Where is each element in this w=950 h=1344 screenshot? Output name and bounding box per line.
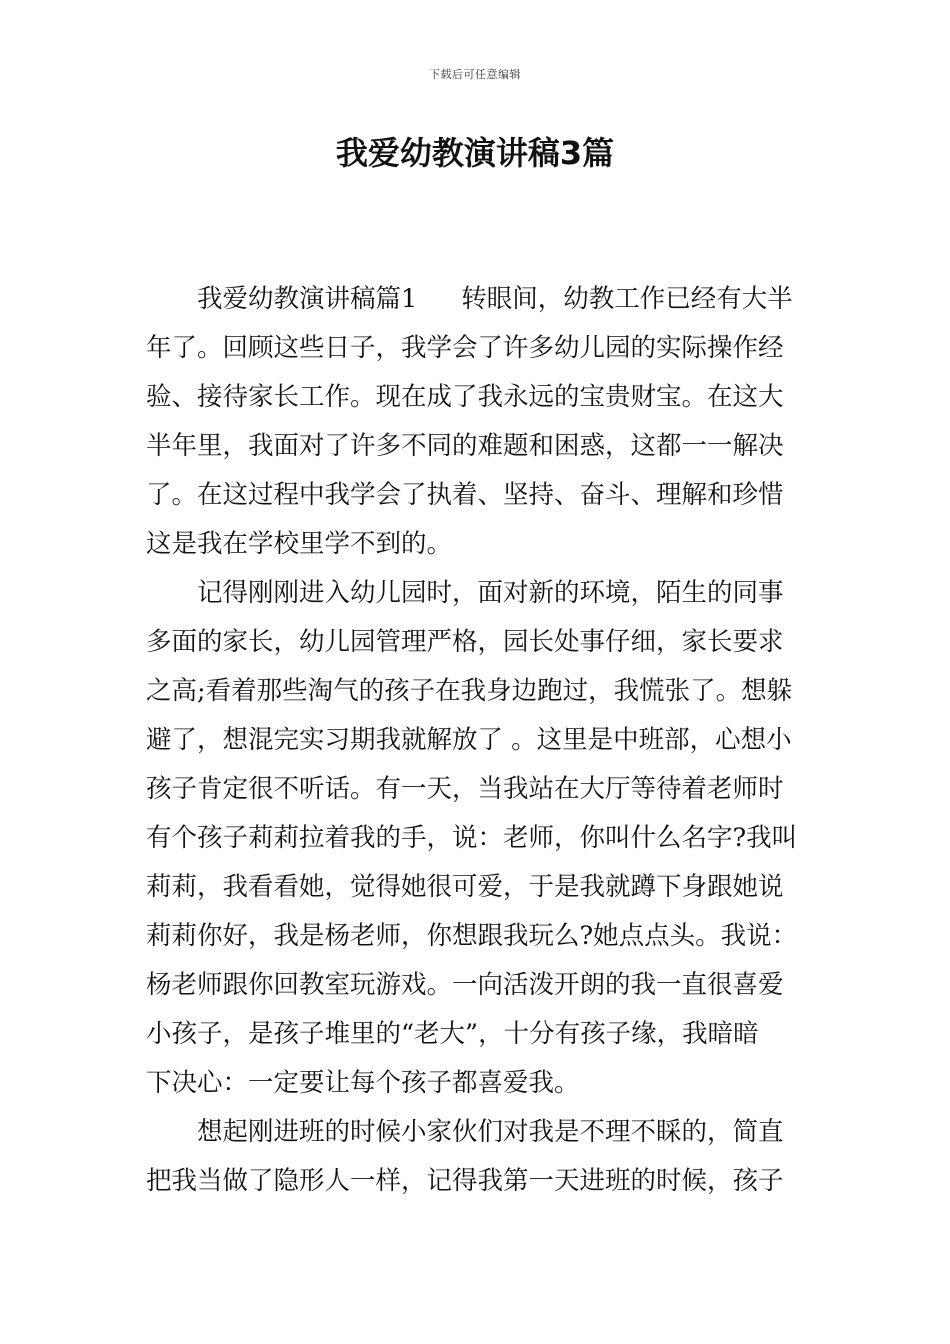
- text-line: 想起刚进班的时候小家伙们对我是不理不睬的，简直: [197, 1117, 784, 1147]
- text-line: 杨老师跟你回教室玩游戏。一向活泼开朗的我一直很喜爱: [146, 970, 784, 1000]
- section-heading: 我爱幼教演讲稿篇1: [197, 284, 418, 314]
- text-line: 这是我在学校里学不到的。: [146, 529, 453, 559]
- text-line: 半年里，我面对了许多不同的难题和困惑，这都一一解决: [146, 431, 784, 461]
- text-line: 避了，想混完实习期我就解放了 。这里是中班部，心想小: [146, 725, 792, 755]
- text-line: 了。在这过程中我学会了执着、坚持、奋斗、理解和珍惜: [146, 480, 784, 510]
- header-note: 下载后可任意编辑: [429, 68, 521, 81]
- text-line: 孩子肯定很不听话。有一天，当我站在大厅等待着老师时: [146, 774, 784, 804]
- text-line: [146, 275, 808, 324]
- text-line: 之高;看着那些淘气的孩子在我身边跑过，我慌张了。想躲: [146, 676, 793, 706]
- document-body: [146, 275, 808, 1206]
- text-line: 有个孩子莉莉拉着我的手，说：老师，你叫什么名字?我叫: [146, 823, 798, 853]
- text-line: 小孩子，是孩子堆里的“老大”，十分有孩子缘，我暗暗: [146, 1019, 759, 1049]
- line-text: 转眼间，幼教工作已经有大半: [461, 284, 793, 314]
- text-line: 把我当做了隐形人一样，记得我第一天进班的时候，孩子: [146, 1166, 784, 1196]
- text-line: 年了。回顾这些日子，我学会了许多幼儿园的实际操作经: [146, 333, 784, 363]
- document-title: 我爱幼教演讲稿3篇: [335, 134, 615, 172]
- text-line: 记得刚刚进入幼儿园时，面对新的环境，陌生的同事: [197, 578, 784, 608]
- text-line: 验、接待家长工作。现在成了我永远的宝贵财宝。在这大: [146, 382, 784, 412]
- text-line: 多面的家长，幼儿园管理严格，园长处事仔细，家长要求: [146, 627, 784, 657]
- text-line: 下决心：一定要让每个孩子都喜爱我。: [146, 1068, 580, 1098]
- text-line: 莉莉，我看看她，觉得她很可爱，于是我就蹲下身跟她说: [146, 872, 784, 902]
- text-line: 莉莉你好，我是杨老师，你想跟我玩么?她点点头。我说：: [146, 921, 798, 951]
